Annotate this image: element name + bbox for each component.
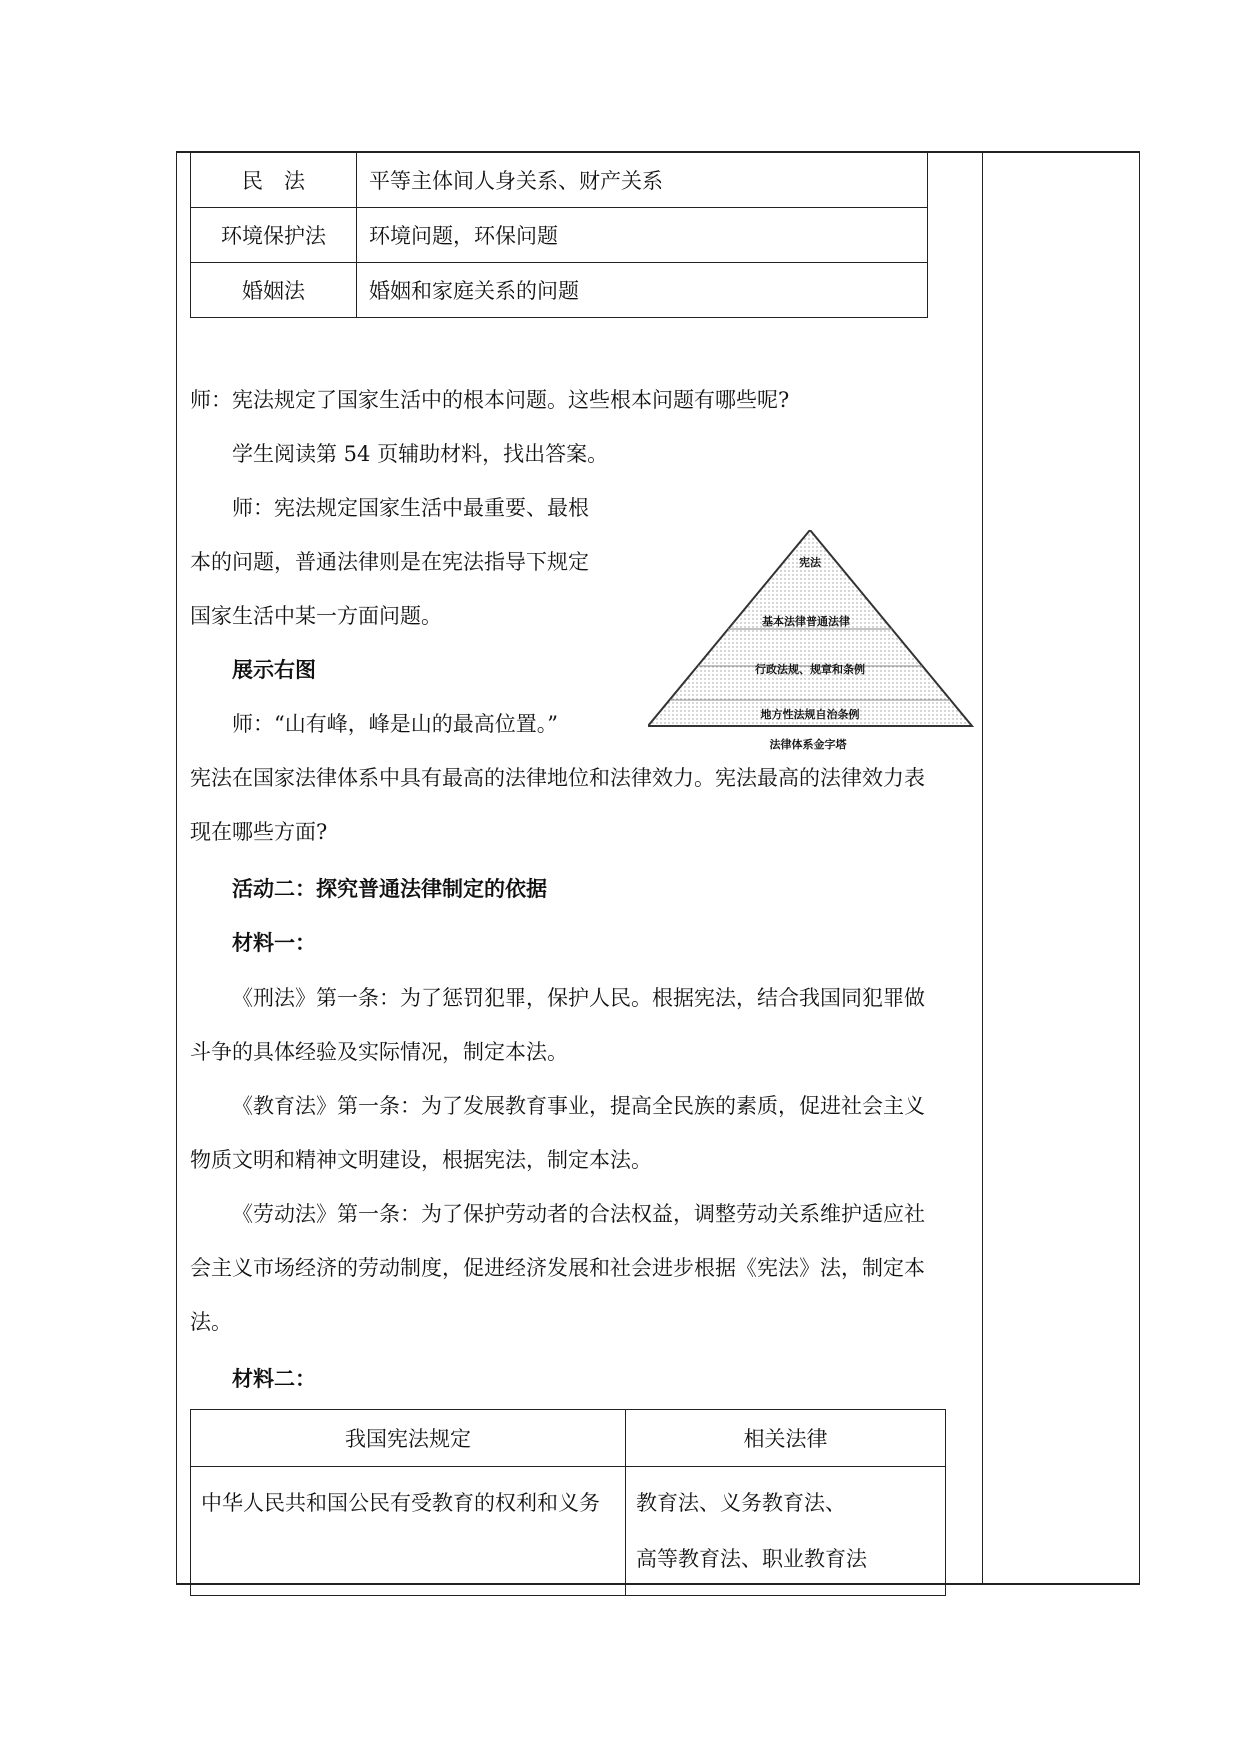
criminal-law-line1: 《刑法》第一条：为了惩罚犯罪，保护人民。根据宪法，结合我国同犯罪做 (232, 986, 925, 1010)
constitution-statement-line2: 现在哪些方面? (190, 820, 328, 844)
pyramid-level-local-regulations: 地方性法规自治条例 (760, 708, 860, 721)
related-laws-line: 教育法、义务教育法、 (636, 1491, 846, 1515)
related-laws-line: 高等教育法、职业教育法 (636, 1547, 867, 1571)
student-reading: 学生阅读第 54 页辅助材料，找出答案。 (232, 442, 609, 466)
labor-law-line1: 《劳动法》第一条：为了保护劳动者的合法权益，调整劳动关系维护适应社 (232, 1202, 925, 1226)
header-constitution-provision: 我国宪法规定 (191, 1410, 626, 1467)
table-row (191, 208, 928, 263)
law-system-pyramid (648, 530, 978, 760)
table-row (191, 1467, 946, 1596)
teacher-explanation-line3: 国家生活中某一方面问题。 (190, 604, 442, 628)
show-figure-note: 展示右图 (232, 658, 316, 682)
relation-table (190, 1409, 946, 1596)
table-row (191, 263, 928, 318)
criminal-law-line2: 斗争的具体经验及实际情况，制定本法。 (190, 1040, 568, 1064)
pyramid-level-constitution: 宪法 (799, 556, 821, 569)
outer-frame (176, 151, 1140, 1585)
material-two-heading: 材料二： (232, 1367, 316, 1391)
law-table (190, 152, 928, 318)
activity-two-heading: 活动二：探究普通法律制定的依据 (232, 877, 547, 901)
pyramid-level-administrative-regulations: 行政法规、规章和条例 (755, 663, 865, 676)
law-scope: 环境问题，环保问题 (357, 208, 928, 263)
teacher-explanation-line1: 师：宪法规定国家生活中最重要、最根 (232, 496, 589, 520)
teacher-question: 师：宪法规定了国家生活中的根本问题。这些根本问题有哪些呢? (190, 388, 790, 412)
pyramid-caption: 法律体系金字塔 (769, 738, 847, 751)
mountain-quote: 师：“山有峰，峰是山的最高位置。” (232, 712, 558, 736)
law-name: 民 法 (191, 153, 357, 208)
provision-cell: 中华人民共和国公民有受教育的权利和义务 (191, 1467, 626, 1596)
pyramid-level-basic-laws: 基本法律普通法律 (762, 615, 850, 628)
header-related-laws: 相关法律 (626, 1410, 946, 1467)
related-laws-cell (626, 1467, 946, 1596)
constitution-statement-line1: 宪法在国家法律体系中具有最高的法律地位和法律效力。宪法最高的法律效力表 (190, 766, 925, 790)
education-law-line2: 物质文明和精神文明建设，根据宪法，制定本法。 (190, 1148, 652, 1172)
law-scope: 平等主体间人身关系、财产关系 (357, 153, 928, 208)
education-law-line1: 《教育法》第一条：为了发展教育事业，提高全民族的素质，促进社会主义 (232, 1094, 925, 1118)
table-row (191, 153, 928, 208)
labor-law-line3: 法。 (190, 1310, 232, 1334)
labor-law-line2: 会主义市场经济的劳动制度，促进经济发展和社会进步根据《宪法》法，制定本 (190, 1256, 925, 1280)
law-name: 环境保护法 (191, 208, 357, 263)
law-name: 婚姻法 (191, 263, 357, 318)
teacher-explanation-line2: 本的问题，普通法律则是在宪法指导下规定 (190, 550, 589, 574)
table-header-row (191, 1410, 946, 1467)
law-scope: 婚姻和家庭关系的问题 (357, 263, 928, 318)
material-one-heading: 材料一： (232, 931, 316, 955)
frame-divider (982, 151, 983, 1585)
